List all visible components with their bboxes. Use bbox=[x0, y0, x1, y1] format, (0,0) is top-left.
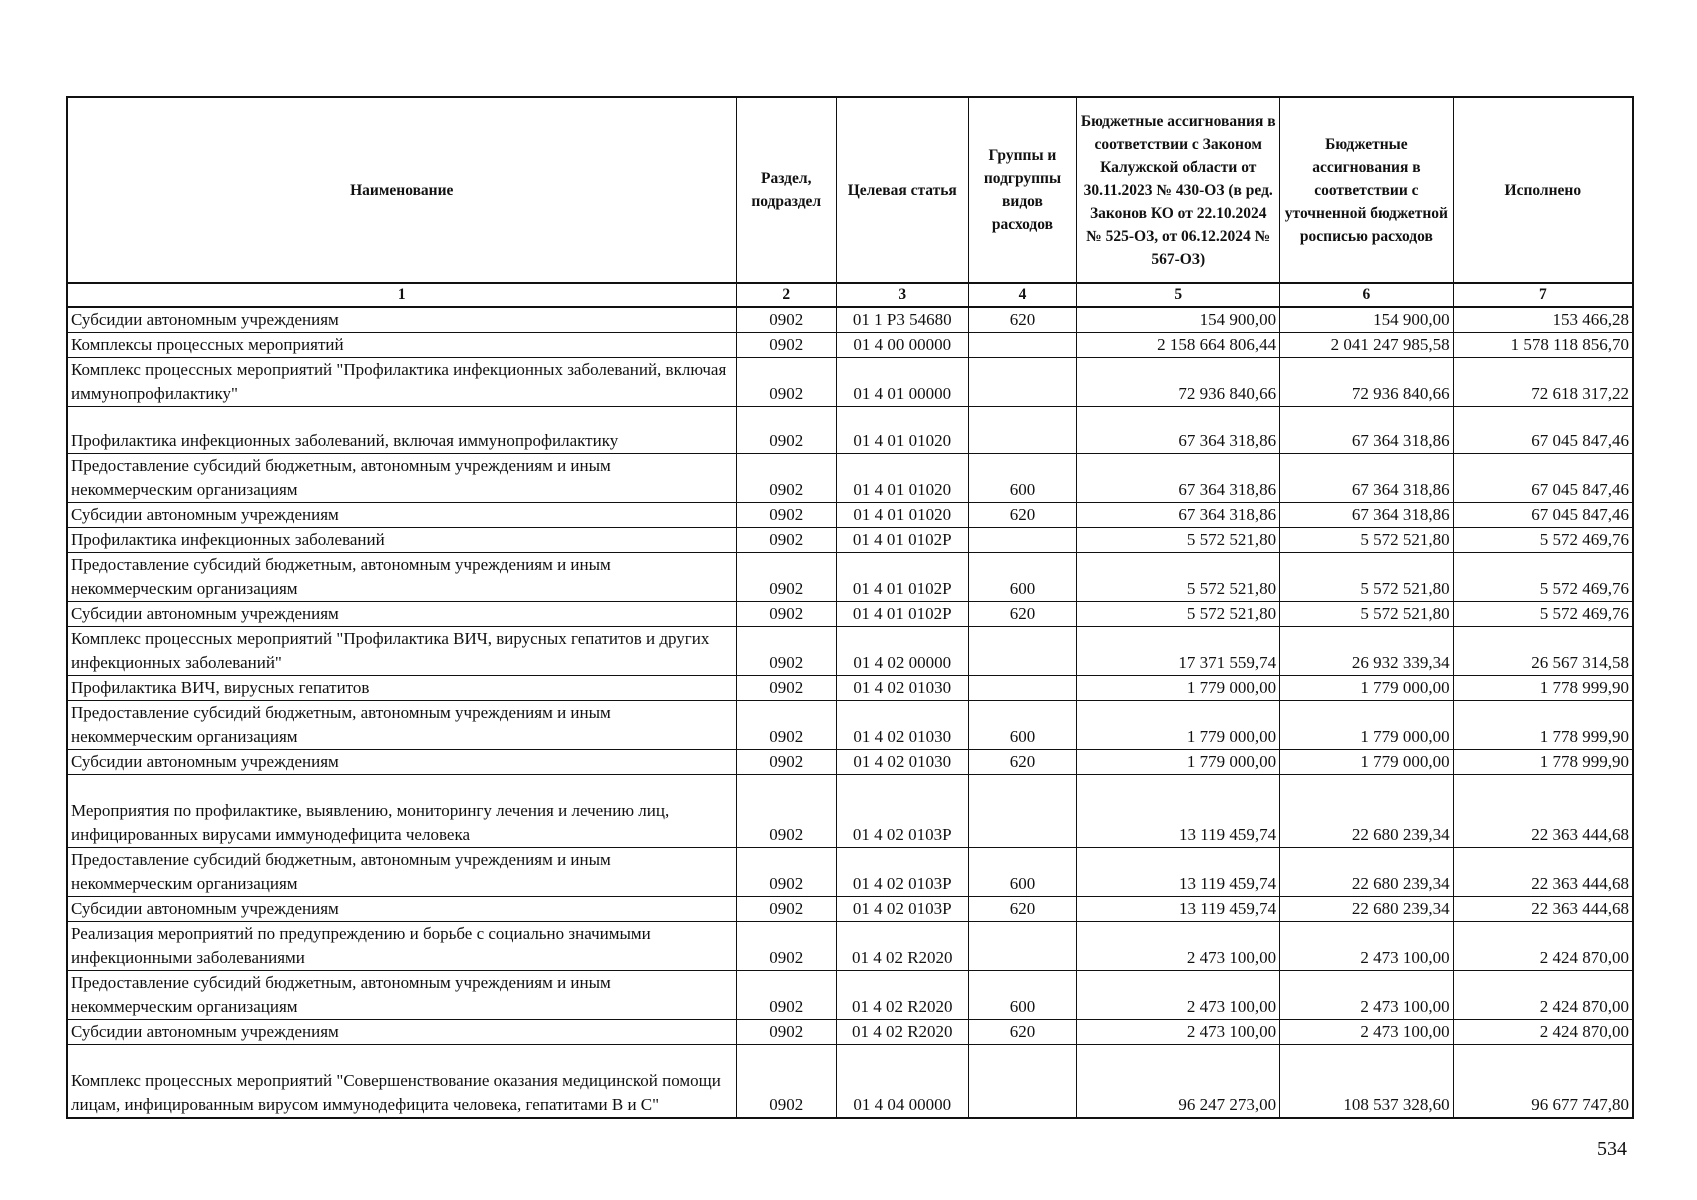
row-group-cell bbox=[968, 775, 1077, 848]
table-row bbox=[67, 528, 1633, 553]
row-group-cell bbox=[968, 1045, 1077, 1119]
row-budget-law-cell: 5 572 521,80 bbox=[1077, 602, 1280, 627]
row-budget-refined-cell: 2 473 100,00 bbox=[1280, 922, 1454, 971]
row-group-cell bbox=[968, 627, 1077, 676]
row-budget-law-cell: 1 779 000,00 bbox=[1077, 750, 1280, 775]
header-section: Раздел, подраздел bbox=[736, 97, 836, 283]
row-executed-cell: 96 677 747,80 bbox=[1453, 1045, 1633, 1119]
row-section-cell: 0902 bbox=[736, 503, 836, 528]
row-group-cell bbox=[968, 407, 1077, 454]
row-executed-cell: 22 363 444,68 bbox=[1453, 897, 1633, 922]
table-row bbox=[67, 333, 1633, 358]
table-row bbox=[67, 1045, 1633, 1119]
row-budget-refined-cell: 22 680 239,34 bbox=[1280, 848, 1454, 897]
row-section-cell: 0902 bbox=[736, 701, 836, 750]
row-budget-law-cell: 154 900,00 bbox=[1077, 307, 1280, 333]
row-budget-refined-cell: 5 572 521,80 bbox=[1280, 602, 1454, 627]
row-budget-law-cell: 67 364 318,86 bbox=[1077, 407, 1280, 454]
row-name-cell: Профилактика ВИЧ, вирусных гепатитов bbox=[67, 676, 736, 701]
row-name-cell: Профилактика инфекционных заболеваний, включая иммунопрофилактику bbox=[67, 407, 736, 454]
row-article-cell: 01 4 01 01020 bbox=[836, 454, 968, 503]
row-group-cell: 600 bbox=[968, 454, 1077, 503]
table-row bbox=[67, 503, 1633, 528]
row-name-cell: Мероприятия по профилактике, выявлению, мониторингу лечения и лечению лиц, инфицированных вирусами иммунодефицита человека bbox=[67, 775, 736, 848]
row-budget-law-cell: 2 473 100,00 bbox=[1077, 971, 1280, 1020]
row-name-cell: Субсидии автономным учреждениям bbox=[67, 307, 736, 333]
row-executed-cell: 67 045 847,46 bbox=[1453, 503, 1633, 528]
table-row bbox=[67, 553, 1633, 602]
row-budget-refined-cell: 2 041 247 985,58 bbox=[1280, 333, 1454, 358]
row-executed-cell: 26 567 314,58 bbox=[1453, 627, 1633, 676]
table-row bbox=[67, 358, 1633, 407]
row-executed-cell: 1 578 118 856,70 bbox=[1453, 333, 1633, 358]
row-budget-law-cell: 1 779 000,00 bbox=[1077, 701, 1280, 750]
row-article-cell: 01 4 02 R2020 bbox=[836, 1020, 968, 1045]
row-article-cell: 01 4 00 00000 bbox=[836, 333, 968, 358]
row-name-cell: Субсидии автономным учреждениям bbox=[67, 897, 736, 922]
column-number: 5 bbox=[1077, 283, 1280, 307]
table-row bbox=[67, 750, 1633, 775]
budget-table-sheet bbox=[66, 96, 1634, 1119]
row-budget-law-cell: 1 779 000,00 bbox=[1077, 676, 1280, 701]
column-number: 2 bbox=[736, 283, 836, 307]
table-row bbox=[67, 1020, 1633, 1045]
table-row bbox=[67, 701, 1633, 750]
row-executed-cell: 1 778 999,90 bbox=[1453, 701, 1633, 750]
table-row bbox=[67, 454, 1633, 503]
header-budget-law: Бюджетные ассигнования в соответствии с Законом Калужской области от 30.11.2023 № 430-ОЗ (в ред. Законов КО от 22.10.2024 № 525-ОЗ, от 06.12.2024 № 567-ОЗ) bbox=[1077, 97, 1280, 283]
row-executed-cell: 2 424 870,00 bbox=[1453, 1020, 1633, 1045]
row-budget-refined-cell: 72 936 840,66 bbox=[1280, 358, 1454, 407]
row-name-cell: Комплексы процессных мероприятий bbox=[67, 333, 736, 358]
column-number: 4 bbox=[968, 283, 1077, 307]
row-executed-cell: 22 363 444,68 bbox=[1453, 775, 1633, 848]
row-section-cell: 0902 bbox=[736, 553, 836, 602]
row-budget-law-cell: 5 572 521,80 bbox=[1077, 553, 1280, 602]
table-row bbox=[67, 971, 1633, 1020]
row-article-cell: 01 4 02 01030 bbox=[836, 701, 968, 750]
row-name-cell: Реализация мероприятий по предупреждению и борьбе с социально значимыми инфекционными заболеваниями bbox=[67, 922, 736, 971]
row-budget-law-cell: 2 473 100,00 bbox=[1077, 922, 1280, 971]
row-name-cell: Предоставление субсидий бюджетным, автономным учреждениям и иным некоммерческим организациям bbox=[67, 454, 736, 503]
row-budget-law-cell: 2 473 100,00 bbox=[1077, 1020, 1280, 1045]
row-article-cell: 01 4 01 0102Р bbox=[836, 528, 968, 553]
row-executed-cell: 1 778 999,90 bbox=[1453, 676, 1633, 701]
row-name-cell: Комплекс процессных мероприятий "Профилактика инфекционных заболеваний, включая иммунопрофилактику" bbox=[67, 358, 736, 407]
table-body bbox=[67, 307, 1633, 1118]
row-group-cell: 600 bbox=[968, 701, 1077, 750]
row-section-cell: 0902 bbox=[736, 897, 836, 922]
column-number: 6 bbox=[1280, 283, 1454, 307]
row-budget-refined-cell: 1 779 000,00 bbox=[1280, 676, 1454, 701]
row-budget-law-cell: 13 119 459,74 bbox=[1077, 897, 1280, 922]
row-article-cell: 01 4 02 0103Р bbox=[836, 897, 968, 922]
row-executed-cell: 2 424 870,00 bbox=[1453, 971, 1633, 1020]
row-article-cell: 01 4 04 00000 bbox=[836, 1045, 968, 1119]
row-group-cell bbox=[968, 676, 1077, 701]
column-number: 7 bbox=[1453, 283, 1633, 307]
row-article-cell: 01 4 01 00000 bbox=[836, 358, 968, 407]
row-section-cell: 0902 bbox=[736, 676, 836, 701]
row-group-cell: 620 bbox=[968, 307, 1077, 333]
row-section-cell: 0902 bbox=[736, 627, 836, 676]
row-section-cell: 0902 bbox=[736, 307, 836, 333]
row-article-cell: 01 4 02 0103Р bbox=[836, 848, 968, 897]
row-executed-cell: 5 572 469,76 bbox=[1453, 553, 1633, 602]
row-article-cell: 01 4 02 0103Р bbox=[836, 775, 968, 848]
row-budget-law-cell: 13 119 459,74 bbox=[1077, 775, 1280, 848]
column-number-row bbox=[67, 283, 1633, 307]
row-executed-cell: 67 045 847,46 bbox=[1453, 454, 1633, 503]
header-target-article: Целевая статья bbox=[836, 97, 968, 283]
row-group-cell bbox=[968, 333, 1077, 358]
row-article-cell: 01 4 02 01030 bbox=[836, 750, 968, 775]
row-section-cell: 0902 bbox=[736, 848, 836, 897]
row-name-cell: Субсидии автономным учреждениям bbox=[67, 1020, 736, 1045]
table-row bbox=[67, 307, 1633, 333]
row-article-cell: 01 4 01 0102Р bbox=[836, 602, 968, 627]
table-row bbox=[67, 897, 1633, 922]
row-name-cell: Субсидии автономным учреждениям bbox=[67, 750, 736, 775]
table-row bbox=[67, 407, 1633, 454]
column-number: 1 bbox=[67, 283, 736, 307]
row-name-cell: Предоставление субсидий бюджетным, автономным учреждениям и иным некоммерческим организациям bbox=[67, 971, 736, 1020]
row-group-cell bbox=[968, 922, 1077, 971]
row-group-cell: 620 bbox=[968, 503, 1077, 528]
row-article-cell: 01 4 02 00000 bbox=[836, 627, 968, 676]
row-group-cell: 600 bbox=[968, 971, 1077, 1020]
row-budget-refined-cell: 2 473 100,00 bbox=[1280, 971, 1454, 1020]
row-budget-law-cell: 96 247 273,00 bbox=[1077, 1045, 1280, 1119]
row-group-cell: 620 bbox=[968, 602, 1077, 627]
table-row bbox=[67, 602, 1633, 627]
table-row bbox=[67, 848, 1633, 897]
row-budget-refined-cell: 22 680 239,34 bbox=[1280, 897, 1454, 922]
row-name-cell: Профилактика инфекционных заболеваний bbox=[67, 528, 736, 553]
table-row bbox=[67, 775, 1633, 848]
row-budget-refined-cell: 67 364 318,86 bbox=[1280, 454, 1454, 503]
row-budget-refined-cell: 5 572 521,80 bbox=[1280, 528, 1454, 553]
row-executed-cell: 72 618 317,22 bbox=[1453, 358, 1633, 407]
row-budget-refined-cell: 154 900,00 bbox=[1280, 307, 1454, 333]
row-name-cell: Предоставление субсидий бюджетным, автономным учреждениям и иным некоммерческим организациям bbox=[67, 553, 736, 602]
row-budget-refined-cell: 67 364 318,86 bbox=[1280, 407, 1454, 454]
row-executed-cell: 67 045 847,46 bbox=[1453, 407, 1633, 454]
row-budget-law-cell: 5 572 521,80 bbox=[1077, 528, 1280, 553]
row-budget-refined-cell: 26 932 339,34 bbox=[1280, 627, 1454, 676]
row-article-cell: 01 4 01 01020 bbox=[836, 503, 968, 528]
row-group-cell: 620 bbox=[968, 1020, 1077, 1045]
row-section-cell: 0902 bbox=[736, 1045, 836, 1119]
row-budget-refined-cell: 2 473 100,00 bbox=[1280, 1020, 1454, 1045]
row-section-cell: 0902 bbox=[736, 971, 836, 1020]
row-group-cell: 620 bbox=[968, 750, 1077, 775]
row-section-cell: 0902 bbox=[736, 1020, 836, 1045]
row-section-cell: 0902 bbox=[736, 528, 836, 553]
row-name-cell: Комплекс процессных мероприятий "Совершенствование оказания медицинской помощи лицам, инфицированным вирусом иммунодефицита человека, гепатитами В и С" bbox=[67, 1045, 736, 1119]
table-row bbox=[67, 676, 1633, 701]
row-section-cell: 0902 bbox=[736, 333, 836, 358]
row-section-cell: 0902 bbox=[736, 750, 836, 775]
row-name-cell: Предоставление субсидий бюджетным, автономным учреждениям и иным некоммерческим организациям bbox=[67, 701, 736, 750]
row-budget-refined-cell: 1 779 000,00 bbox=[1280, 750, 1454, 775]
row-executed-cell: 5 572 469,76 bbox=[1453, 528, 1633, 553]
row-section-cell: 0902 bbox=[736, 775, 836, 848]
row-budget-law-cell: 72 936 840,66 bbox=[1077, 358, 1280, 407]
row-article-cell: 01 4 02 R2020 bbox=[836, 922, 968, 971]
row-section-cell: 0902 bbox=[736, 358, 836, 407]
row-group-cell: 600 bbox=[968, 848, 1077, 897]
row-article-cell: 01 4 01 01020 bbox=[836, 407, 968, 454]
row-executed-cell: 5 572 469,76 bbox=[1453, 602, 1633, 627]
row-budget-refined-cell: 108 537 328,60 bbox=[1280, 1045, 1454, 1119]
row-article-cell: 01 1 Р3 54680 bbox=[836, 307, 968, 333]
row-name-cell: Субсидии автономным учреждениям bbox=[67, 602, 736, 627]
header-expense-group: Группы и подгруппы видов расходов bbox=[968, 97, 1077, 283]
row-executed-cell: 1 778 999,90 bbox=[1453, 750, 1633, 775]
row-budget-refined-cell: 5 572 521,80 bbox=[1280, 553, 1454, 602]
header-name: Наименование bbox=[67, 97, 736, 283]
row-executed-cell: 2 424 870,00 bbox=[1453, 922, 1633, 971]
row-article-cell: 01 4 02 R2020 bbox=[836, 971, 968, 1020]
row-group-cell bbox=[968, 358, 1077, 407]
column-number: 3 bbox=[836, 283, 968, 307]
row-group-cell: 620 bbox=[968, 897, 1077, 922]
row-name-cell: Предоставление субсидий бюджетным, автономным учреждениям и иным некоммерческим организациям bbox=[67, 848, 736, 897]
budget-execution-table bbox=[66, 96, 1634, 1119]
row-executed-cell: 153 466,28 bbox=[1453, 307, 1633, 333]
row-section-cell: 0902 bbox=[736, 602, 836, 627]
row-budget-refined-cell: 22 680 239,34 bbox=[1280, 775, 1454, 848]
row-section-cell: 0902 bbox=[736, 407, 836, 454]
row-section-cell: 0902 bbox=[736, 454, 836, 503]
row-budget-law-cell: 17 371 559,74 bbox=[1077, 627, 1280, 676]
row-budget-refined-cell: 1 779 000,00 bbox=[1280, 701, 1454, 750]
header-budget-refined: Бюджетные ассигнования в соответствии с уточненной бюджетной росписью расходов bbox=[1280, 97, 1454, 283]
row-budget-law-cell: 13 119 459,74 bbox=[1077, 848, 1280, 897]
row-article-cell: 01 4 02 01030 bbox=[836, 676, 968, 701]
table-row bbox=[67, 627, 1633, 676]
row-budget-law-cell: 67 364 318,86 bbox=[1077, 503, 1280, 528]
row-group-cell bbox=[968, 528, 1077, 553]
row-budget-law-cell: 2 158 664 806,44 bbox=[1077, 333, 1280, 358]
header-row bbox=[67, 97, 1633, 283]
row-budget-refined-cell: 67 364 318,86 bbox=[1280, 503, 1454, 528]
row-name-cell: Комплекс процессных мероприятий "Профилактика ВИЧ, вирусных гепатитов и других инфекционных заболеваний" bbox=[67, 627, 736, 676]
row-name-cell: Субсидии автономным учреждениям bbox=[67, 503, 736, 528]
row-executed-cell: 22 363 444,68 bbox=[1453, 848, 1633, 897]
header-executed: Исполнено bbox=[1453, 97, 1633, 283]
table-row bbox=[67, 922, 1633, 971]
row-section-cell: 0902 bbox=[736, 922, 836, 971]
row-budget-law-cell: 67 364 318,86 bbox=[1077, 454, 1280, 503]
page-number: 534 bbox=[1597, 1138, 1627, 1160]
row-group-cell: 600 bbox=[968, 553, 1077, 602]
row-article-cell: 01 4 01 0102Р bbox=[836, 553, 968, 602]
